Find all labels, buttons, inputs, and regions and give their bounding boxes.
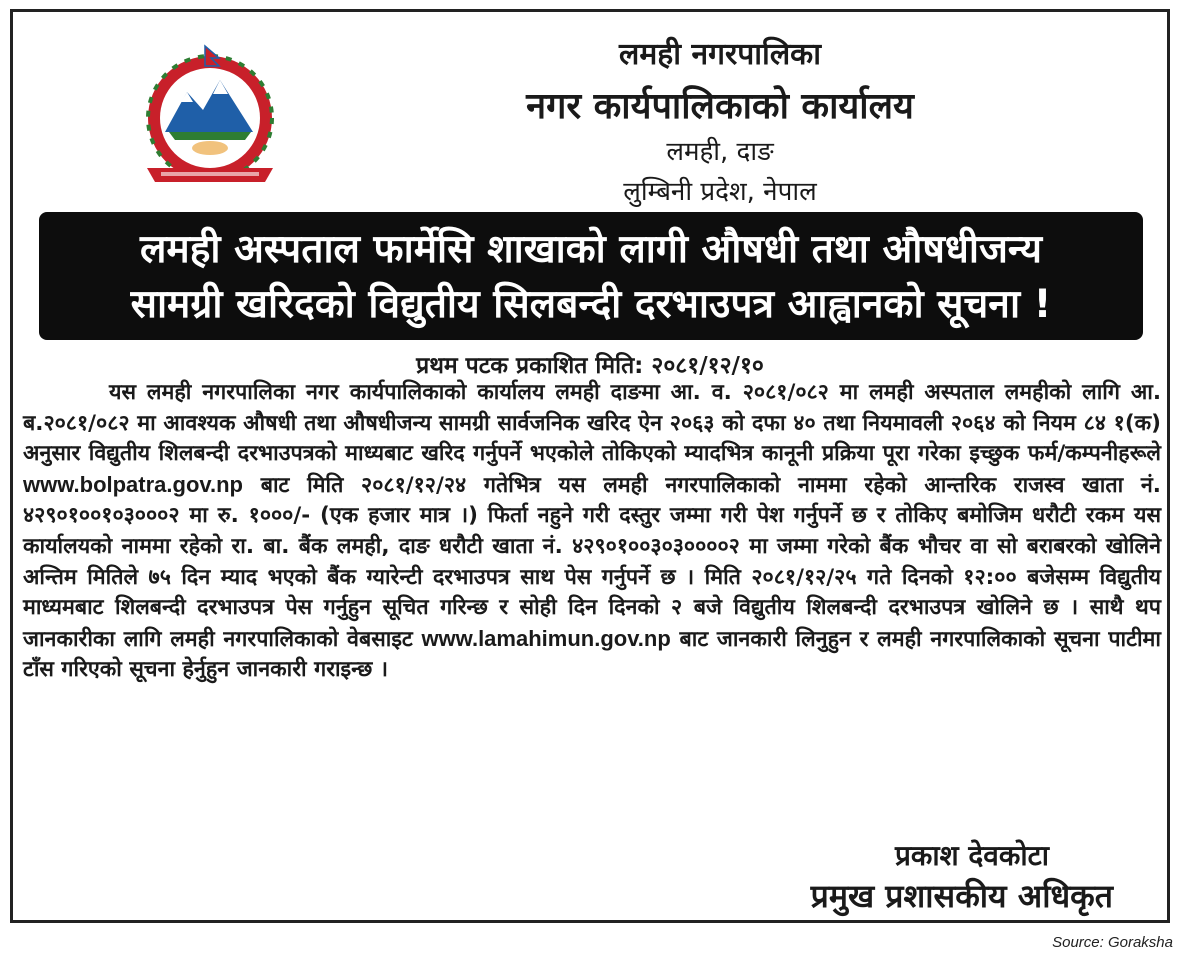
signatory-title: प्रमुख प्रशासकीय अधिकृत [810,877,1113,915]
body-text-part-2: बाट मिति २०८१/१२/२४ गतेभित्र यस लमही नगरपालिकाको नाममा रहेको आन्तरिक राजस्व खाता नं. ४२९०१००१०३०००२ मा रु. १०००/- (एक हजार मात्र ।) फिर्ता नहुने गरी दस्तुर जम्मा गरी पेश गर्नुपर्ने छ र तोकिए बमोजिम धरौटी रकम यस कार्यालयको नाममा रहेको रा. बा. बैंक लमही, दाङ धरौटी खाता नं. ४२९०१००३०३००००२ मा जम्मा गरेको बैंक भौचर वा सो बराबरको खोलिने अन्तिम मितिले ७५ दिन म्याद भएको बैंक ग्यारेन्टी दरभाउपत्र साथ पेस गर्नुपर्ने छ । मिति २०८१/१२/२५ गते दिनको १२:०० बजेसम्म विद्युतीय माध्यमबाट शिलबन्दी दरभाउपत्र पेस गर्नुहुन सूचित गरिन्छ र सोही दिन दिनको २ बजे विद्युतीय शिलबन्दी दरभाउपत्र खोलिने छ । साथै थप जानकारीका लागि लमही नगरपालिकाको वेबसाइट [23,472,1161,652]
office-place: लमही, दाङ [666,137,774,167]
notice-body [23,378,1161,686]
notice-title-line-1: लमही अस्पताल फार्मेसि शाखाको लागी औषधी तथा औषधीजन्य [139,227,1043,272]
signatory-name: प्रकाश देवकोटा [894,839,1049,872]
municipality-name: लमही नगरपालिका [619,37,821,72]
office-province: लुम्बिनी प्रदेश, नेपाल [623,177,817,207]
notice-frame [10,9,1170,923]
body-text-part-3: बाट जानकारी लिनुहुन र लमही नगरपालिकाको सूचना पाटीमा टाँस गरिएको सूचना हेर्नुहुन जानकारी गराइन्छ । [23,626,1161,683]
notice-title-banner [39,212,1143,340]
source-credit: Source: Goraksha [1052,934,1173,951]
body-text-part-1: यस लमही नगरपालिका नगर कार्यपालिकाको कार्यालय लमही दाङमा आ. व. २०८१/०८२ मा लमही अस्पताल लमहीको लागि आ. ब.२०८१/०८२ मा आवश्यक औषधी तथा औषधीजन्य सामग्री सार्वजनिक खरिद ऐन २०६३ को दफा ४० तथा नियमावली २०६४ को नियम ८४ १(क) अनुसार विद्युतीय शिलबन्दी दरभाउपत्रको माध्यबाट खरिद गर्नुपर्ने भएकोले तोकिएको म्यादभित्र कानूनी प्रक्रिया पूरा गरेका इच्छुक फर्म/कम्पनीहरूले [23,380,1161,467]
municipality-website-link[interactable]: www.lamahimun.gov.np [421,625,671,651]
bolpatra-link[interactable]: www.bolpatra.gov.np [23,471,243,497]
notice-title-line-2: सामग्री खरिदको विद्युतीय सिलबन्दी दरभाउपत्र आह्वानको सूचना ! [130,282,1052,327]
publication-date: प्रथम पटक प्रकाशित मिति: २०८१/१२/१० [416,353,764,379]
office-name: नगर कार्यपालिकाको कार्यालय [526,86,914,127]
